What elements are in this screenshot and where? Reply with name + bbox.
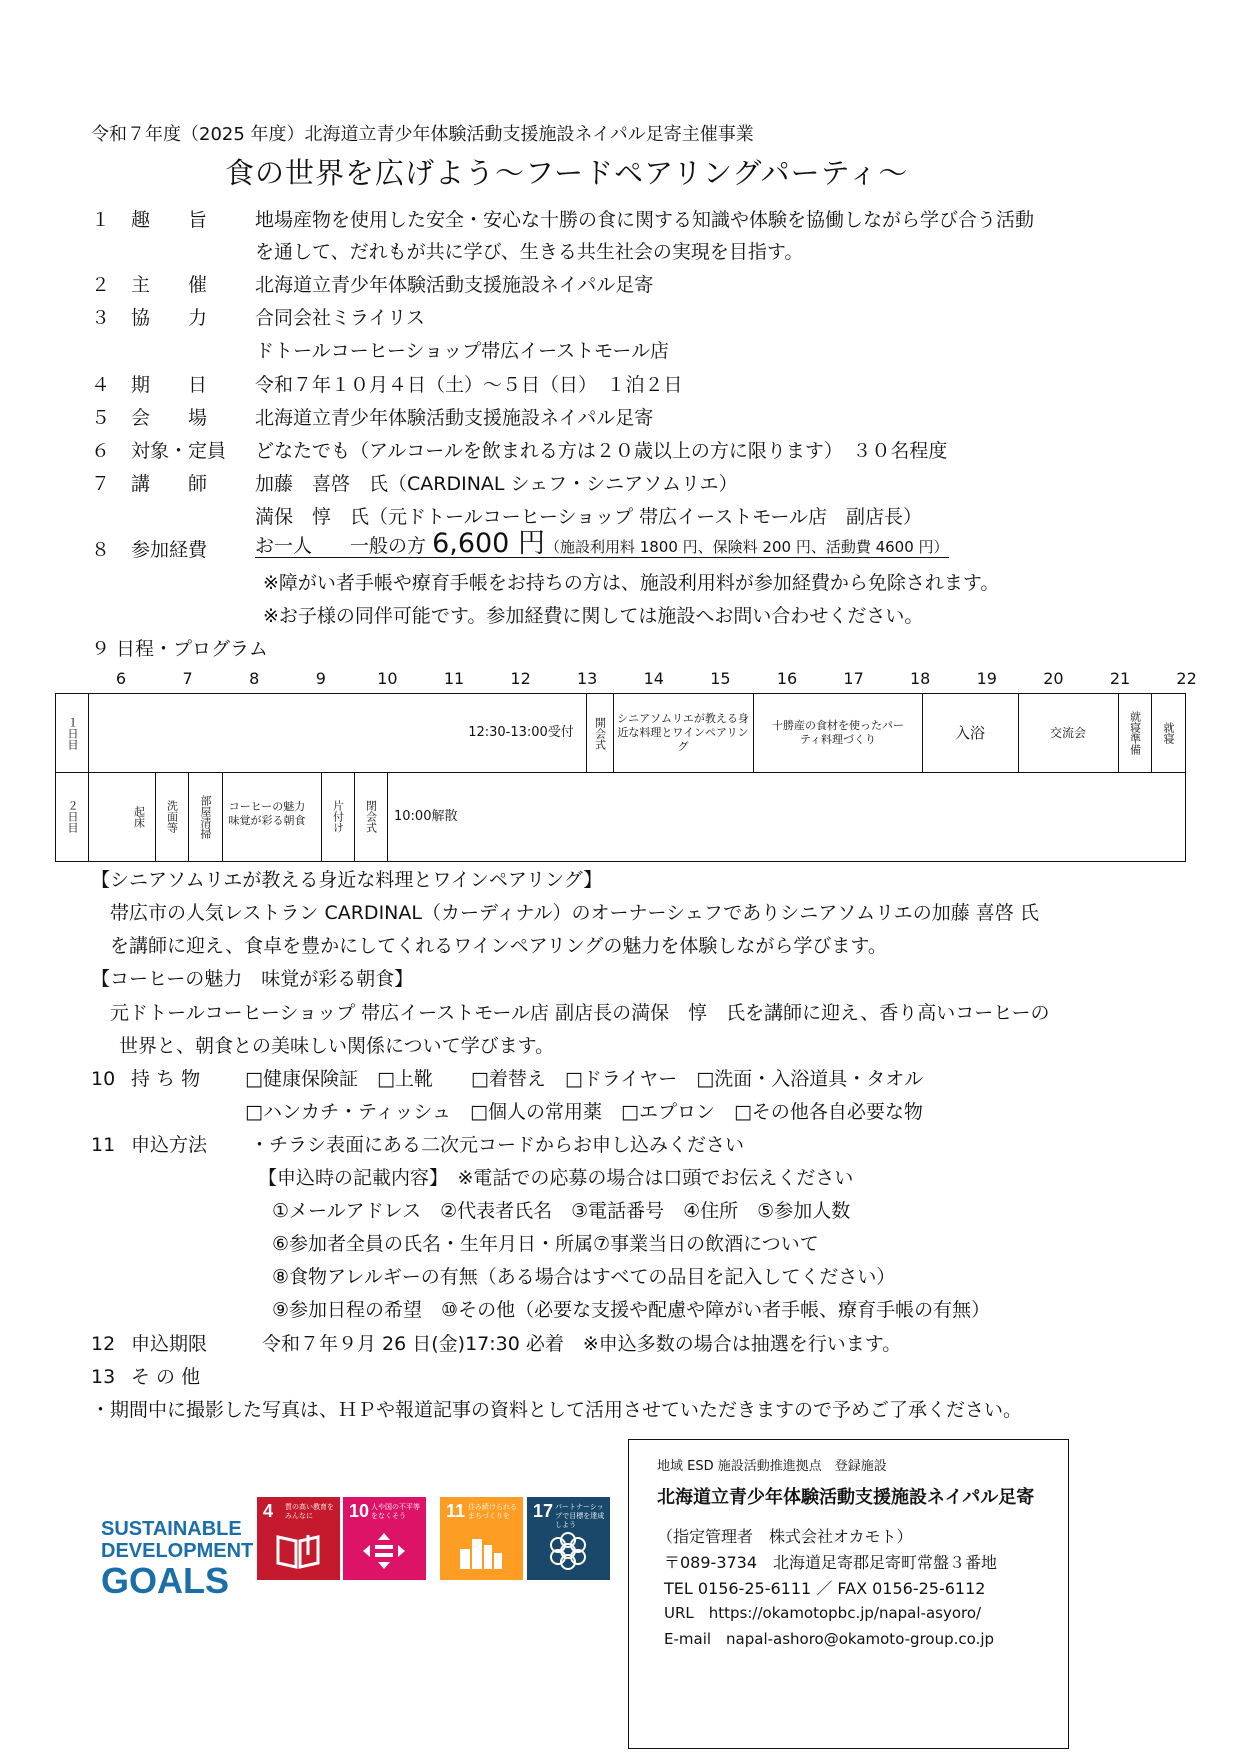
- hour-label: 22: [1176, 669, 1197, 688]
- item-2-label: ２ 主 催: [91, 274, 208, 296]
- day1-party-cooking: 十勝産の食材を使ったパーティ料理づくり: [772, 719, 904, 746]
- day1-sleep: 就寝: [1162, 722, 1175, 744]
- item-11-line2: 【申込時の記載内容】 ※電話での応募の場合は口頭でお伝えください: [258, 1167, 854, 1189]
- day1-wine-pairing: シニアソムリエが教える身近な料理とワインペアリング: [617, 712, 749, 753]
- desc-heading-wine: 【シニアソムリエが教える身近な料理とワインペアリング】: [91, 869, 603, 891]
- day1-sleep-prep: 就寝準備: [1128, 711, 1142, 755]
- phone-fax: TEL 0156-25-6111 ／ FAX 0156-25-6112: [664, 1579, 986, 1598]
- day2-dismiss: 10:00解散: [394, 808, 458, 824]
- item-11-line6: ⑨参加日程の希望 ⑩その他（必要な支援や配慮や障がい者手帳、療育手帳の有無）: [272, 1299, 991, 1321]
- fee-prefix: お一人 一般の方: [255, 535, 427, 557]
- item-7-label: ７ 講 師: [91, 473, 208, 495]
- desc-heading-coffee: 【コーヒーの魅力 味覚が彩る朝食】: [91, 968, 414, 990]
- day2-closing: 閉会式: [364, 800, 378, 833]
- hour-label: 20: [1043, 669, 1064, 688]
- day1-bath: 入浴: [954, 724, 985, 742]
- item-11-line3: ①メールアドレス ②代表者氏名 ③電話番号 ④住所 ⑤参加人数: [272, 1200, 851, 1222]
- item-4-value: 令和７年１０月４日（土）～５日（日） １泊２日: [255, 374, 683, 396]
- item-10-line2: □ハンカチ・ティッシュ □個人の常用薬 □エプロン □その他各自必要な物: [245, 1101, 923, 1123]
- email[interactable]: E-mail napal-ashoro@okamoto-group.co.jp: [664, 1630, 995, 1648]
- item-8-label: ８ 参加経費: [91, 539, 208, 561]
- schedule-heading: ９ 日程・プログラム: [91, 638, 268, 660]
- hour-label: 17: [843, 669, 864, 688]
- item-10-line1: □健康保険証 □上靴 □着替え □ドライヤー □洗面・入浴道具・タオル: [245, 1068, 924, 1090]
- item-1-line1: 地場産物を使用した安全・安心な十勝の食に関する知識や体験を協働しながら学び合う活動: [255, 209, 1035, 231]
- day2-tidy: 片付け: [331, 800, 345, 833]
- hour-label: 13: [577, 669, 598, 688]
- item-1-label: １ 趣 旨: [91, 209, 208, 231]
- day2-coffee-breakfast: コーヒーの魅力味覚が彩る朝食: [228, 800, 306, 827]
- hour-label: 15: [710, 669, 731, 688]
- fee-note-1: ※障がい者手帳や療育手帳をお持ちの方は、施設利用料が参加経費から免除されます。: [263, 572, 1000, 594]
- hour-label: 11: [443, 669, 465, 688]
- sdgs-logo: SUSTAINABLE DEVELOPMENT GOALS: [101, 1518, 254, 1601]
- item-6-label: ６ 対象・定員: [91, 440, 227, 462]
- website-url[interactable]: URL https://okamotopbc.jp/napal-asyoro/: [664, 1604, 982, 1622]
- hour-label: 21: [1109, 669, 1131, 688]
- manager: （指定管理者 株式会社オカモト）: [657, 1527, 913, 1546]
- desc-wine-line1: 帯広市の人気レストラン CARDINAL（カーディナル）のオーナーシェフでありシニアソムリエの加藤 喜啓 氏: [110, 902, 1039, 924]
- day1-social: 交流会: [1049, 726, 1086, 740]
- item-13-label: 13 そ の 他: [91, 1366, 201, 1388]
- sdg-goal-4-tile: 4 質の高い教育をみんなに: [257, 1497, 340, 1580]
- day1-label: １日目: [66, 716, 79, 750]
- item-7-value-2: 満保 惇 氏（元ドトールコーヒーショップ 帯広イーストモール店 副店長）: [255, 506, 923, 528]
- day2-wash: 洗面等: [165, 800, 179, 833]
- fee-price: 6,600 円: [432, 528, 545, 559]
- item-11-line4: ⑥参加者全員の氏名・生年月日・所属⑦事業当日の飲酒について: [272, 1233, 819, 1255]
- item-8-value: [255, 528, 949, 559]
- item-11-label: 11 申込方法: [91, 1134, 208, 1156]
- day1-reception: 12:30-13:00受付: [468, 725, 574, 740]
- item-3-value-2: ドトールコーヒーショップ帯広イーストモール店: [255, 340, 670, 362]
- hour-label: 8: [249, 669, 260, 688]
- item-6-value: どなたでも（アルコールを飲まれる方は２０歳以上の方に限ります） ３０名程度: [255, 440, 948, 462]
- page-title: 食の世界を広げよう～フードペアリングパーティ～: [225, 156, 909, 190]
- facility-contact-box: [628, 1439, 1069, 1749]
- item-5-label: ５ 会 場: [91, 407, 208, 429]
- fee-detail: （施設利用料 1800 円、保険料 200 円、活動費 4600 円）: [544, 538, 949, 556]
- desc-wine-line2: を講師に迎え、食卓を豊かにしてくれるワインペアリングの魅力を体験しながら学びます。: [110, 935, 887, 957]
- hour-label: 6: [115, 669, 127, 688]
- item-13-value: ・期間中に撮影した写真は、ＨＰや報道記事の資料として活用させていただきますので予めご了承ください。: [91, 1399, 1023, 1421]
- sponsor-line: 令和７年度（2025 年度）北海道立青少年体験活動支援施設ネイパル足寄主催事業: [91, 124, 754, 145]
- hour-label: 7: [182, 669, 193, 688]
- item-12-value: 令和７年９月 26 日(金)17:30 必着 ※申込多数の場合は抽選を行います。: [262, 1333, 902, 1355]
- item-10-label: 10 持 ち 物: [91, 1068, 201, 1090]
- schedule-table: [55, 693, 1186, 862]
- address: 〒089-3734 北海道足寄郡足寄町常盤３番地: [664, 1553, 998, 1572]
- desc-coffee-line2: 世界と、朝食との美味しい関係について学びます。: [119, 1035, 555, 1057]
- day1-opening: 開会式: [593, 716, 607, 750]
- item-11-line5: ⑧食物アレルギーの有無（ある場合はすべての品目を記入してください）: [272, 1266, 896, 1288]
- day2-label: ２日目: [66, 800, 79, 833]
- hour-label: 10: [377, 669, 398, 688]
- hour-label: 9: [315, 669, 326, 688]
- item-7-value-1: 加藤 喜啓 氏（CARDINAL シェフ・シニアソムリエ）: [255, 473, 738, 495]
- hour-label: 18: [910, 669, 931, 688]
- day2-clean: 部屋清掃: [199, 794, 212, 839]
- item-5-value: 北海道立青少年体験活動支援施設ネイパル足寄: [255, 407, 654, 429]
- fee-note-2: ※お子様の同伴可能です。参加経費に関しては施設へお問い合わせください。: [263, 605, 924, 627]
- day2-wake: 起床: [132, 805, 146, 828]
- sdg-goal-11-tile: 11 住み続けられるまちづくりを: [440, 1497, 523, 1580]
- hour-label: 19: [976, 669, 997, 688]
- esd-tag: 地域 ESD 施設活動推進拠点 登録施設: [657, 1459, 887, 1474]
- desc-coffee-line1: 元ドトールコーヒーショップ 帯広イーストモール店 副店長の満保 惇 氏を講師に迎え、香り高いコーヒーの: [110, 1002, 1050, 1024]
- item-3-label: ３ 協 力: [91, 307, 208, 329]
- sdg-goal-17-tile: 17 パートナーシップで目標を達成しよう: [527, 1497, 610, 1580]
- hour-label: 12: [510, 669, 531, 688]
- facility-name: 北海道立青少年体験活動支援施設ネイパル足寄: [657, 1487, 1035, 1508]
- item-1-line2: を通して、だれもが共に学び、生きる共生社会の実現を目指す。: [255, 241, 804, 263]
- item-2-value: 北海道立青少年体験活動支援施設ネイパル足寄: [255, 274, 654, 296]
- item-4-label: ４ 期 日: [91, 374, 208, 396]
- item-11-line1: ・チラシ表面にある二次元コードからお申し込みください: [250, 1134, 745, 1156]
- hour-label: 14: [643, 669, 664, 688]
- item-3-value-1: 合同会社ミライリス: [255, 307, 426, 329]
- sdg-goal-10-tile: 10 人や国の不平等をなくそう: [343, 1497, 426, 1580]
- hour-label: 16: [776, 669, 798, 688]
- item-12-label: 12 申込期限: [91, 1333, 208, 1355]
